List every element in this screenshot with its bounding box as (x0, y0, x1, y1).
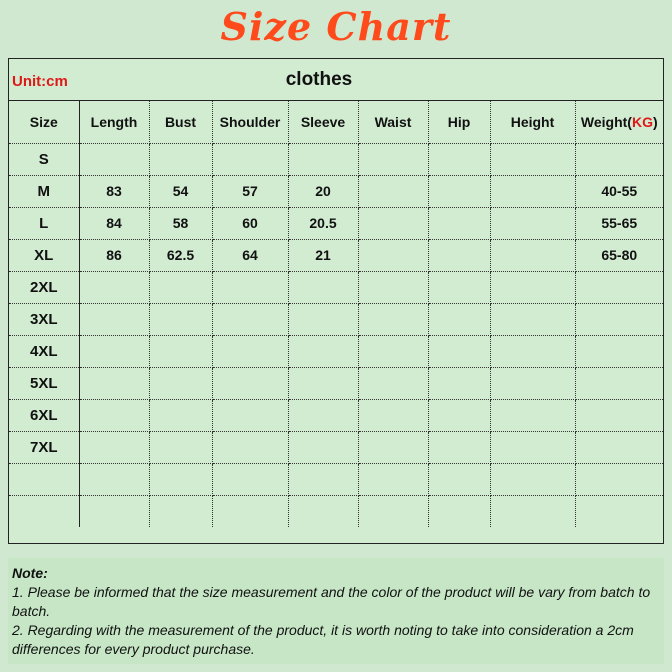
value-cell (575, 399, 663, 431)
note-line-1: 1. Please be informed that the size measurement and the color of the product will be vary from batch to batch. (12, 584, 651, 619)
value-cell (358, 335, 428, 367)
value-cell (79, 431, 149, 463)
size-cell: 7XL (9, 431, 79, 463)
value-cell (212, 335, 288, 367)
value-cell (149, 271, 212, 303)
table-row (9, 431, 663, 463)
unit-label: Unit:cm (12, 73, 68, 90)
column-header: Bust (149, 101, 212, 143)
value-cell (149, 303, 212, 335)
value-cell (575, 143, 663, 175)
value-cell (428, 175, 490, 207)
column-header-row (9, 101, 663, 143)
value-cell (149, 335, 212, 367)
value-cell: 20.5 (288, 207, 358, 239)
value-cell (490, 143, 575, 175)
value-cell (490, 367, 575, 399)
size-chart-table (8, 58, 664, 544)
table-row (9, 335, 663, 367)
value-cell (428, 463, 490, 495)
value-cell (288, 367, 358, 399)
note-line-2: 2. Regarding with the measurement of the product, it is worth noting to take into consideration a 2cm differences for every product purchase. (12, 622, 634, 657)
value-cell (428, 399, 490, 431)
value-cell (358, 367, 428, 399)
value-cell (490, 271, 575, 303)
size-cell: S (9, 143, 79, 175)
value-cell (79, 495, 149, 527)
value-cell (149, 431, 212, 463)
value-cell: 40-55 (575, 175, 663, 207)
table-row (9, 143, 663, 175)
value-cell: 65-80 (575, 239, 663, 271)
value-cell (490, 175, 575, 207)
value-cell: 62.5 (149, 239, 212, 271)
value-cell (490, 495, 575, 527)
value-cell (358, 271, 428, 303)
size-cell: 4XL (9, 335, 79, 367)
value-cell: 86 (79, 239, 149, 271)
value-cell (212, 463, 288, 495)
value-cell (288, 271, 358, 303)
weight-prefix: Weight( (580, 113, 632, 130)
size-cell: 3XL (9, 303, 79, 335)
value-cell (490, 463, 575, 495)
table-row (9, 463, 663, 495)
size-cell (9, 495, 79, 527)
table-row (9, 367, 663, 399)
value-cell (149, 463, 212, 495)
size-cell: XL (9, 239, 79, 271)
value-cell (288, 303, 358, 335)
value-cell (79, 335, 149, 367)
size-cell: L (9, 207, 79, 239)
value-cell (428, 207, 490, 239)
column-header: Size (9, 101, 79, 143)
value-cell (428, 303, 490, 335)
table-row (9, 239, 663, 271)
value-cell (212, 367, 288, 399)
value-cell: 83 (79, 175, 149, 207)
value-cell (490, 239, 575, 271)
value-cell (490, 335, 575, 367)
value-cell (575, 271, 663, 303)
value-cell (288, 463, 358, 495)
value-cell (149, 367, 212, 399)
column-header: Sleeve (288, 101, 358, 143)
column-header: Waist (358, 101, 428, 143)
note-box (8, 558, 664, 664)
size-cell: M (9, 175, 79, 207)
value-cell (490, 431, 575, 463)
value-cell: 60 (212, 207, 288, 239)
value-cell: 57 (212, 175, 288, 207)
value-cell (79, 143, 149, 175)
value-cell (358, 399, 428, 431)
value-cell: 84 (79, 207, 149, 239)
value-cell (358, 303, 428, 335)
value-cell: 64 (212, 239, 288, 271)
value-cell (79, 399, 149, 431)
value-cell (490, 303, 575, 335)
value-cell (358, 495, 428, 527)
table-row (9, 399, 663, 431)
value-cell: 21 (288, 239, 358, 271)
value-cell (428, 143, 490, 175)
value-cell (288, 399, 358, 431)
value-cell (428, 335, 490, 367)
value-cell (212, 143, 288, 175)
value-cell (358, 175, 428, 207)
value-cell (490, 207, 575, 239)
value-cell: 54 (149, 175, 212, 207)
note-title: Note: (12, 565, 48, 581)
value-cell (358, 431, 428, 463)
value-cell (79, 463, 149, 495)
value-cell (212, 431, 288, 463)
value-cell (358, 463, 428, 495)
column-header: Length (79, 101, 149, 143)
value-cell (79, 271, 149, 303)
value-cell: 20 (288, 175, 358, 207)
value-cell (212, 495, 288, 527)
value-cell (149, 495, 212, 527)
value-cell (575, 495, 663, 527)
value-cell (428, 431, 490, 463)
value-cell (288, 335, 358, 367)
value-cell (428, 367, 490, 399)
value-cell (79, 367, 149, 399)
value-cell: 55-65 (575, 207, 663, 239)
value-cell (149, 143, 212, 175)
product-label: clothes (285, 69, 353, 90)
value-cell (575, 463, 663, 495)
value-cell (149, 399, 212, 431)
value-cell (358, 207, 428, 239)
value-cell (288, 431, 358, 463)
value-cell (575, 335, 663, 367)
value-cell (358, 239, 428, 271)
value-cell (575, 303, 663, 335)
size-cell: 2XL (9, 271, 79, 303)
value-cell (428, 239, 490, 271)
value-cell (288, 143, 358, 175)
value-cell: 58 (149, 207, 212, 239)
weight-unit: KG (631, 113, 653, 130)
value-cell (428, 495, 490, 527)
table-row (9, 207, 663, 239)
table-row (9, 175, 663, 207)
size-grid (9, 101, 663, 527)
value-cell (212, 399, 288, 431)
value-cell (288, 495, 358, 527)
value-cell (358, 143, 428, 175)
size-cell (9, 463, 79, 495)
page-title: Size Chart (220, 4, 452, 49)
value-cell (212, 271, 288, 303)
column-header: Shoulder (212, 101, 288, 143)
table-row (9, 303, 663, 335)
value-cell (79, 303, 149, 335)
value-cell (490, 399, 575, 431)
table-row (9, 271, 663, 303)
column-header: Hip (428, 101, 490, 143)
value-cell (575, 431, 663, 463)
column-header: Height (490, 101, 575, 143)
column-header-weight (575, 101, 663, 143)
size-cell: 5XL (9, 367, 79, 399)
size-cell: 6XL (9, 399, 79, 431)
table-row (9, 495, 663, 527)
value-cell (212, 303, 288, 335)
table-header-row (9, 59, 663, 101)
weight-suffix: ) (652, 113, 658, 130)
value-cell (428, 271, 490, 303)
value-cell (575, 367, 663, 399)
